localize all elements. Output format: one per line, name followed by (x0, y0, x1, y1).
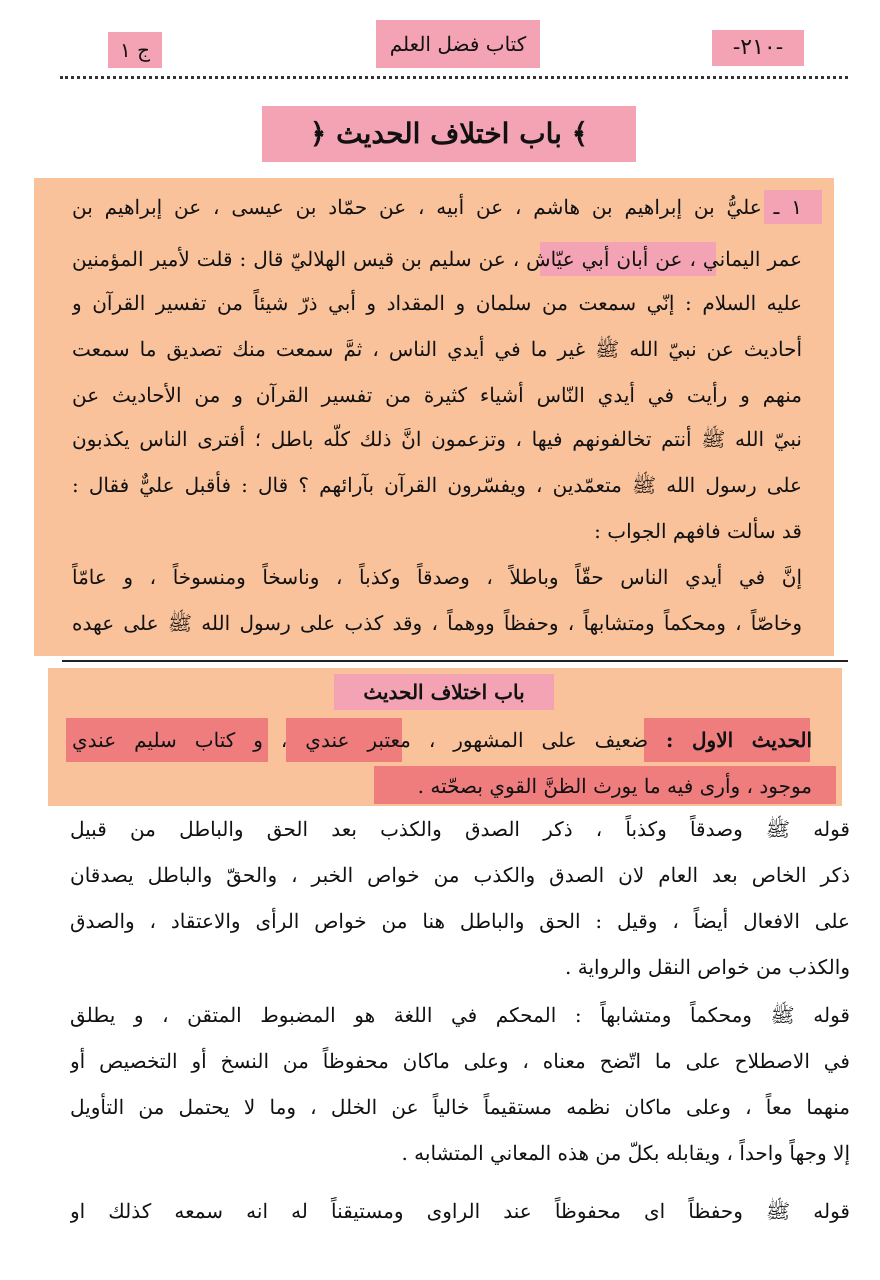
section-divider (62, 660, 848, 662)
hadith-line: قد سألت فافهم الجواب : (594, 519, 802, 543)
hadith-line: وخاصّاً ، ومحكماً ومتشابهاً ، وحفظاً ووهماً ، وقد كذب على رسول الله ﷺ على عهده (72, 611, 802, 635)
volume-label: ج ١ (108, 32, 162, 68)
grading-text: ضعيف على المشهور ، معتبر عندي ، و كتاب سليم عندي (72, 728, 649, 752)
body-line: قوله ﷺ ومحكماً ومتشابهاً : المحكم في اللغة هو المضبوط المتقن ، و يطلق (70, 1003, 850, 1027)
header-divider (60, 76, 848, 79)
commentary-line (72, 720, 812, 760)
running-title: كتاب فضل العلم (376, 20, 540, 68)
body-line: قوله ﷺ وحفظاً اى محفوظاً عند الراوى ومستيقناً له انه سمعه كذلك او (70, 1199, 850, 1223)
hadith-line: إنَّ في أيدي الناس حقّاً وباطلاً ، وصدقاً وكذباً ، وناسخاً ومنسوخاً ، و عامّاً (72, 565, 802, 589)
hadith-line: منهم و رأيت في أيدي النّاس أشياء كثيرة من تفسير القرآن و من الأحاديث عن (72, 383, 802, 407)
hadith-line: على رسول الله ﷺ متعمّدين ، ويفسّرون القرآن بآرائهم ؟ قال : فأقبل عليٌّ فقال : (72, 473, 802, 497)
commentary-title: باب اختلاف الحديث (334, 674, 554, 710)
body-line: إلا وجهاً واحداً ، ويقابله بكلّ من هذه المعاني المتشابه . (401, 1141, 850, 1165)
hadith-text-block (34, 178, 834, 656)
hadith-line: نبيّ الله ﷺ أنتم تخالفونهم فيها ، وتزعمون انَّ ذلك كلّه باطل ؛ أفترى الناس يكذبون (72, 427, 802, 451)
body-line: ذكر الخاص بعد العام لان الصدق والكذب من خواص الخبر ، والحقّ والباطل يصدقان (70, 863, 850, 887)
hadith-line: عليه السلام : إنّي سمعت من سلمان و المقداد و أبي ذرّ شيئاً من تفسير القرآن و (72, 291, 802, 315)
body-line: في الاصطلاح على ما اتّضح معناه ، وعلى ماكان محفوظاً من النسخ أو التخصيص أو (70, 1049, 850, 1073)
chapter-title: ﴿ باب اختلاف الحديث ﴾ (262, 106, 636, 162)
commentary-block (48, 668, 842, 806)
page-number: -٢١٠- (712, 30, 804, 66)
commentary-line: موجود ، وأرى فيه ما يورث الظنَّ القوي بصحّته . (417, 774, 812, 798)
hadith-line: أحاديث عن نبيّ الله ﷺ غير ما في أيدي الناس ، ثمَّ سمعت منك تصديق ما سمعت (72, 337, 802, 361)
body-line: على الافعال أيضاً ، وقيل : الحق والباطل هنا من خواص الرأى والاعتقاد ، والصدق (70, 909, 850, 933)
hadith-line: عمر اليماني ، عن أبان أبي عيّاش ، عن سليم بن قيس الهلاليّ قال : قلت لأمير المؤمنين (72, 247, 802, 271)
body-line: قوله ﷺ وصدقاً وكذباً ، ذكر الصدق والكذب بعد الحق والباطل من قبيل (70, 817, 850, 841)
first-hadith-label: الحديث الاول : (666, 728, 812, 752)
hadith-line: ١ ـ عليُّ بن إبراهيم بن هاشم ، عن أبيه ، عن حمّاد بن عيسى ، عن إبراهيم بن (72, 195, 802, 219)
body-line: منهما معاً ، وعلى ماكان نظمه مستقيماً خالياً عن الخلل ، وما لا يحتمل من التأويل (70, 1095, 850, 1119)
body-line: والكذب من خواص النقل والرواية . (565, 955, 850, 979)
